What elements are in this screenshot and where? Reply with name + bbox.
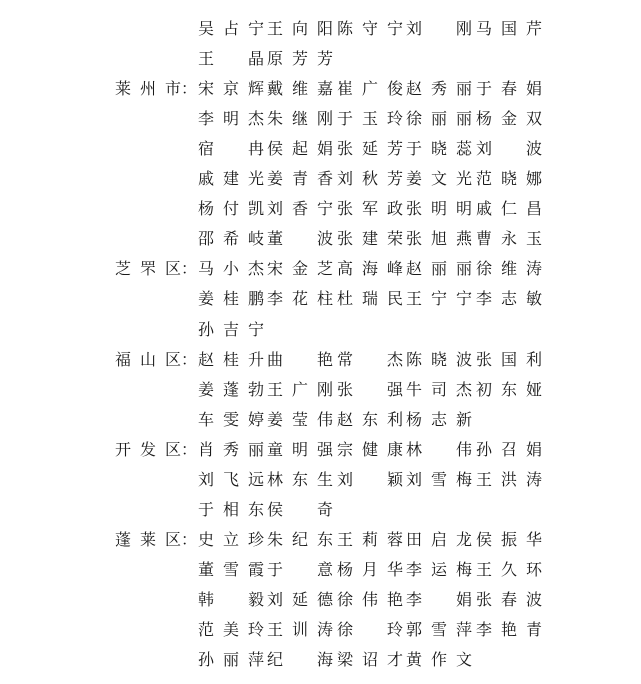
person-name: 徐维涛 (476, 259, 542, 279)
person-name: 姜蓬勃 (198, 379, 264, 399)
person-name: 于相东 (198, 499, 264, 519)
person-name: 崔广俊 (337, 79, 403, 99)
list-row (0, 254, 641, 284)
person-name: 宋京辉 (198, 79, 264, 99)
person-name: 王洪涛 (476, 469, 542, 489)
person-name: 朱继刚 (267, 109, 333, 129)
person-name: 张春波 (476, 589, 542, 609)
person-name: 侯振华 (476, 529, 542, 549)
list-row (0, 164, 641, 194)
person-name: 林东生 (267, 469, 333, 489)
list-row (0, 315, 641, 345)
person-name: 肖秀丽 (198, 439, 264, 459)
person-name: 张军政 (337, 199, 403, 219)
region-label (115, 74, 198, 104)
person-name: 田启龙 (406, 529, 472, 549)
list-row (0, 375, 641, 405)
person-name: 宗健康 (337, 439, 403, 459)
person-name: 刘雪梅 (406, 469, 472, 489)
person-name: 吴占宁 (198, 19, 264, 38)
person-name: 于玉玲 (337, 109, 403, 129)
person-name: 侯 奇 (267, 499, 333, 519)
list-row (0, 345, 641, 375)
region-colon: ： (181, 439, 198, 459)
person-name: 宋金芝 (267, 259, 333, 279)
region-label (115, 435, 198, 465)
person-name: 黄作文 (406, 650, 472, 670)
person-name: 王莉蓉 (337, 529, 403, 549)
person-name: 赵桂升 (198, 349, 264, 369)
person-name: 刘 刚 (406, 19, 472, 38)
person-name: 常 杰 (337, 349, 403, 369)
region-name: 开发区 (115, 439, 181, 459)
list-row (0, 224, 641, 254)
person-name: 戴维嘉 (267, 79, 333, 99)
person-name: 杨月华 (337, 559, 403, 579)
region-name: 莱州市 (115, 79, 181, 99)
person-name: 姜青香 (267, 169, 333, 189)
person-name: 王向阳 (267, 19, 333, 38)
person-name: 杨付凯 (198, 199, 264, 219)
person-name: 李艳青 (476, 620, 542, 639)
person-name: 张明明 (406, 199, 472, 219)
list-row (0, 585, 641, 615)
person-name: 孙召娟 (476, 439, 542, 459)
region-colon: ： (181, 529, 198, 549)
list-row (0, 104, 641, 134)
region-colon: ： (181, 259, 198, 279)
list-row (0, 74, 641, 104)
person-name: 童明强 (267, 439, 333, 459)
person-name: 刘秋芳 (337, 169, 403, 189)
person-name: 宿 冉 (198, 139, 264, 159)
person-name: 赵秀丽 (406, 79, 472, 99)
person-name: 刘 颖 (337, 469, 403, 489)
person-name: 范晓娜 (476, 169, 542, 189)
person-name: 侯起娟 (267, 139, 333, 159)
list-row (0, 555, 641, 585)
person-name: 王久环 (476, 559, 542, 579)
list-row (0, 405, 641, 435)
list-row (0, 645, 641, 675)
person-name: 孙丽萍 (198, 650, 264, 670)
region-colon: ： (181, 79, 198, 99)
person-name: 徐伟艳 (337, 589, 403, 609)
list-row (0, 435, 641, 465)
person-name: 高海峰 (337, 259, 403, 279)
person-name: 杜瑞民 (337, 289, 403, 309)
person-name: 徐 玲 (337, 620, 403, 639)
person-name: 戚仁昌 (476, 199, 542, 219)
person-name: 韩 毅 (198, 589, 264, 609)
list-row (0, 615, 641, 645)
person-name: 刘香宁 (267, 199, 333, 219)
person-name: 赵东利 (337, 409, 403, 429)
list-row (0, 134, 641, 164)
person-name: 张旭燕 (406, 229, 472, 249)
person-name: 王广刚 (267, 379, 333, 399)
person-name: 刘飞远 (198, 469, 264, 489)
person-name: 张延芳 (337, 139, 403, 159)
person-name: 郭雪萍 (406, 620, 472, 639)
person-name: 王 晶 (198, 49, 264, 69)
person-name: 徐丽丽 (406, 109, 472, 129)
person-name: 王宁宁 (406, 289, 472, 309)
region-label (115, 525, 198, 555)
region-name: 蓬莱区 (115, 529, 181, 549)
person-name: 杨金双 (476, 109, 542, 129)
region-colon: ： (181, 349, 198, 369)
list-row (0, 14, 641, 44)
person-name: 范美玲 (198, 620, 264, 639)
person-name: 于春娟 (476, 79, 542, 99)
person-name: 李志敏 (476, 289, 542, 309)
person-name: 于 意 (267, 559, 333, 579)
person-name: 史立珍 (198, 529, 264, 549)
person-name: 孙吉宁 (198, 319, 264, 339)
person-name: 姜莹伟 (267, 409, 333, 429)
person-name: 张建荣 (337, 229, 403, 249)
person-name: 马小杰 (198, 259, 264, 279)
list-row (0, 525, 641, 555)
person-name: 邵希岐 (198, 229, 264, 249)
person-name: 林 伟 (406, 439, 472, 459)
person-name: 曹永玉 (476, 229, 542, 249)
person-name: 陈晓波 (406, 349, 472, 369)
person-name: 车雯婷 (198, 409, 264, 429)
list-row (0, 465, 641, 495)
person-name: 梁诏才 (337, 650, 403, 670)
list-row (0, 495, 641, 525)
person-name: 姜桂鹏 (198, 289, 264, 309)
region-label (115, 345, 198, 375)
region-name: 福山区 (115, 349, 181, 369)
person-name: 赵丽丽 (406, 259, 472, 279)
person-name: 曲 艳 (267, 349, 333, 369)
person-name: 刘 波 (476, 139, 542, 159)
person-name: 李花柱 (267, 289, 333, 309)
person-name: 原芳芳 (267, 49, 333, 69)
person-name: 初东娅 (476, 379, 542, 399)
person-name: 纪 海 (267, 650, 333, 670)
person-name: 董 波 (267, 229, 333, 249)
person-name: 姜文光 (406, 169, 472, 189)
person-name: 马国芹 (476, 19, 542, 38)
person-name: 戚建光 (198, 169, 264, 189)
region-name: 芝罘区 (115, 259, 181, 279)
region-label (115, 254, 198, 284)
list-row (0, 284, 641, 314)
person-name: 刘延德 (267, 589, 333, 609)
person-name: 张国利 (476, 349, 542, 369)
person-name: 李明杰 (198, 109, 264, 129)
person-name: 李运梅 (406, 559, 472, 579)
person-name: 牛司杰 (406, 379, 472, 399)
list-row (0, 194, 641, 224)
person-name: 王训涛 (267, 620, 333, 639)
person-name: 李 娟 (406, 589, 472, 609)
person-name: 朱纪东 (267, 529, 333, 549)
list-row (0, 44, 641, 74)
person-name: 张 强 (337, 379, 403, 399)
person-name: 董雪霞 (198, 559, 264, 579)
person-name: 陈守宁 (337, 19, 403, 38)
person-name: 于晓蕊 (406, 139, 472, 159)
person-name: 杨志新 (406, 409, 472, 429)
